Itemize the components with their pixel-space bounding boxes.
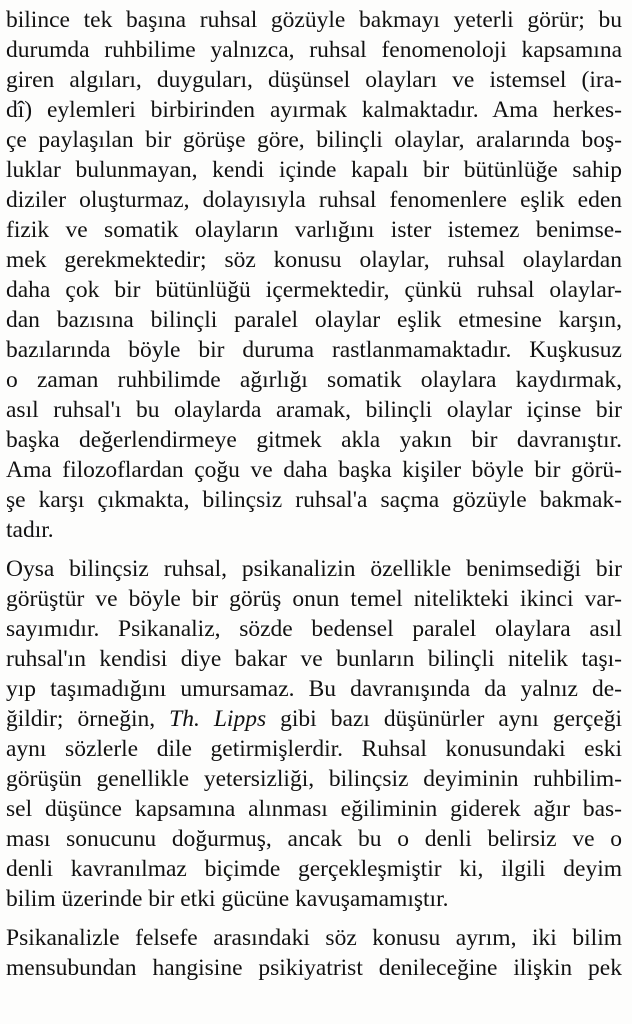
text-line: denli kavranılmaz biçimde gerçekleşmiştir ki, ilgili deyim xyxy=(6,856,622,882)
text-line: luklar bulunmayan, kendi içinde kapalı bir bütünlüğe sahip xyxy=(6,157,622,183)
text-line: diziler oluşturmaz, dolayısıyla ruhsal fenomenlere eşlik eden xyxy=(6,187,622,213)
text-line: aynı sözlerle dile getirmişlerdir. Ruhsal konusundaki eski xyxy=(6,736,622,762)
paragraph-2 xyxy=(6,554,622,914)
text-line: asıl ruhsal'ı bu olaylarda aramak, bilinçli olaylar içinse bir xyxy=(6,397,622,423)
text-line: başka değerlendirmeye gitmek akla yakın bir davranıştır. xyxy=(6,427,622,453)
paragraph-3 xyxy=(6,923,622,983)
text-line-with-name xyxy=(6,704,622,734)
text-line: sayımıdır. Psikanaliz, sözde bedensel paralel olaylara asıl xyxy=(6,616,622,642)
text-segment: gibi bazı düşünürler aynı gerçeği xyxy=(266,706,622,732)
text-line: görüşün genellikle yetersizliği, bilinçsiz deyiminin ruhbilim- xyxy=(6,766,622,792)
text-line: o zaman ruhbilimde ağırlığı somatik olaylara kaydırmak, xyxy=(6,367,622,393)
text-line: Oysa bilinçsiz ruhsal, psikanalizin özellikle benimsediği bir xyxy=(6,556,622,582)
text-line: yıp taşımadığını umursamaz. Bu davranışında da yalnız de- xyxy=(6,676,622,702)
author-name: Th. Lipps xyxy=(169,706,267,732)
text-line: ması sonucunu doğurmuş, ancak bu o denli belirsiz ve o xyxy=(6,826,622,852)
text-line: sel düşünce kapsamına alınması eğiliminin giderek ağır bas- xyxy=(6,796,622,822)
text-line: dî) eylemleri birbirinden ayırmak kalmaktadır. Ama herkes- xyxy=(6,97,622,123)
text-line: dan bazısına bilinçli paralel olaylar eşlik etmesine karşın, xyxy=(6,307,622,333)
text-line: tadır. xyxy=(6,517,54,543)
text-line: fizik ve somatik olayların varlığını ister istemez benimse- xyxy=(6,217,622,243)
text-line: giren algıları, duyguları, düşünsel olayları ve istemsel (ira- xyxy=(6,67,622,93)
text-line: daha çok bir bütünlüğü içermektedir, çünkü ruhsal olaylar- xyxy=(6,277,622,303)
text-line: mensubundan hangisine psikiyatrist denileceğine ilişkin pek xyxy=(6,955,622,981)
text-line: şe karşı çıkmakta, bilinçsiz ruhsal'a saçma gözüyle bakmak- xyxy=(6,487,622,513)
text-line: ruhsal'ın kendisi diye bakar ve bunların bilinçli nitelik taşı- xyxy=(6,646,622,672)
text-line: bilim üzerinde bir etki gücüne kavuşamamıştır. xyxy=(6,886,449,912)
text-line: bilince tek başına ruhsal gözüyle bakmayı yeterli görür; bu xyxy=(6,7,622,33)
text-line: çe paylaşılan bir görüşe göre, bilinçli olaylar, aralarında boş- xyxy=(6,127,622,153)
text-segment: ğildir; örneğin, xyxy=(6,706,170,732)
text-line: mek gerekmektedir; söz konusu olaylar, ruhsal olaylardan xyxy=(6,247,622,273)
paragraph-gap xyxy=(6,545,622,554)
text-line: durumda ruhbilime yalnızca, ruhsal fenomenoloji kapsamına xyxy=(6,37,622,63)
text-line: Ama filozoflardan çoğu ve daha başka kişiler böyle bir görü- xyxy=(6,457,622,483)
body-text xyxy=(6,5,622,983)
paragraph-1 xyxy=(6,5,622,545)
paragraph-gap xyxy=(6,914,622,923)
text-line: görüştür ve böyle bir görüş onun temel nitelikteki ikinci var- xyxy=(6,586,622,612)
text-line: Psikanalizle felsefe arasındaki söz konusu ayrım, iki bilim xyxy=(6,925,622,951)
text-line: bazılarında böyle bir duruma rastlanmamaktadır. Kuşkusuz xyxy=(6,337,622,363)
